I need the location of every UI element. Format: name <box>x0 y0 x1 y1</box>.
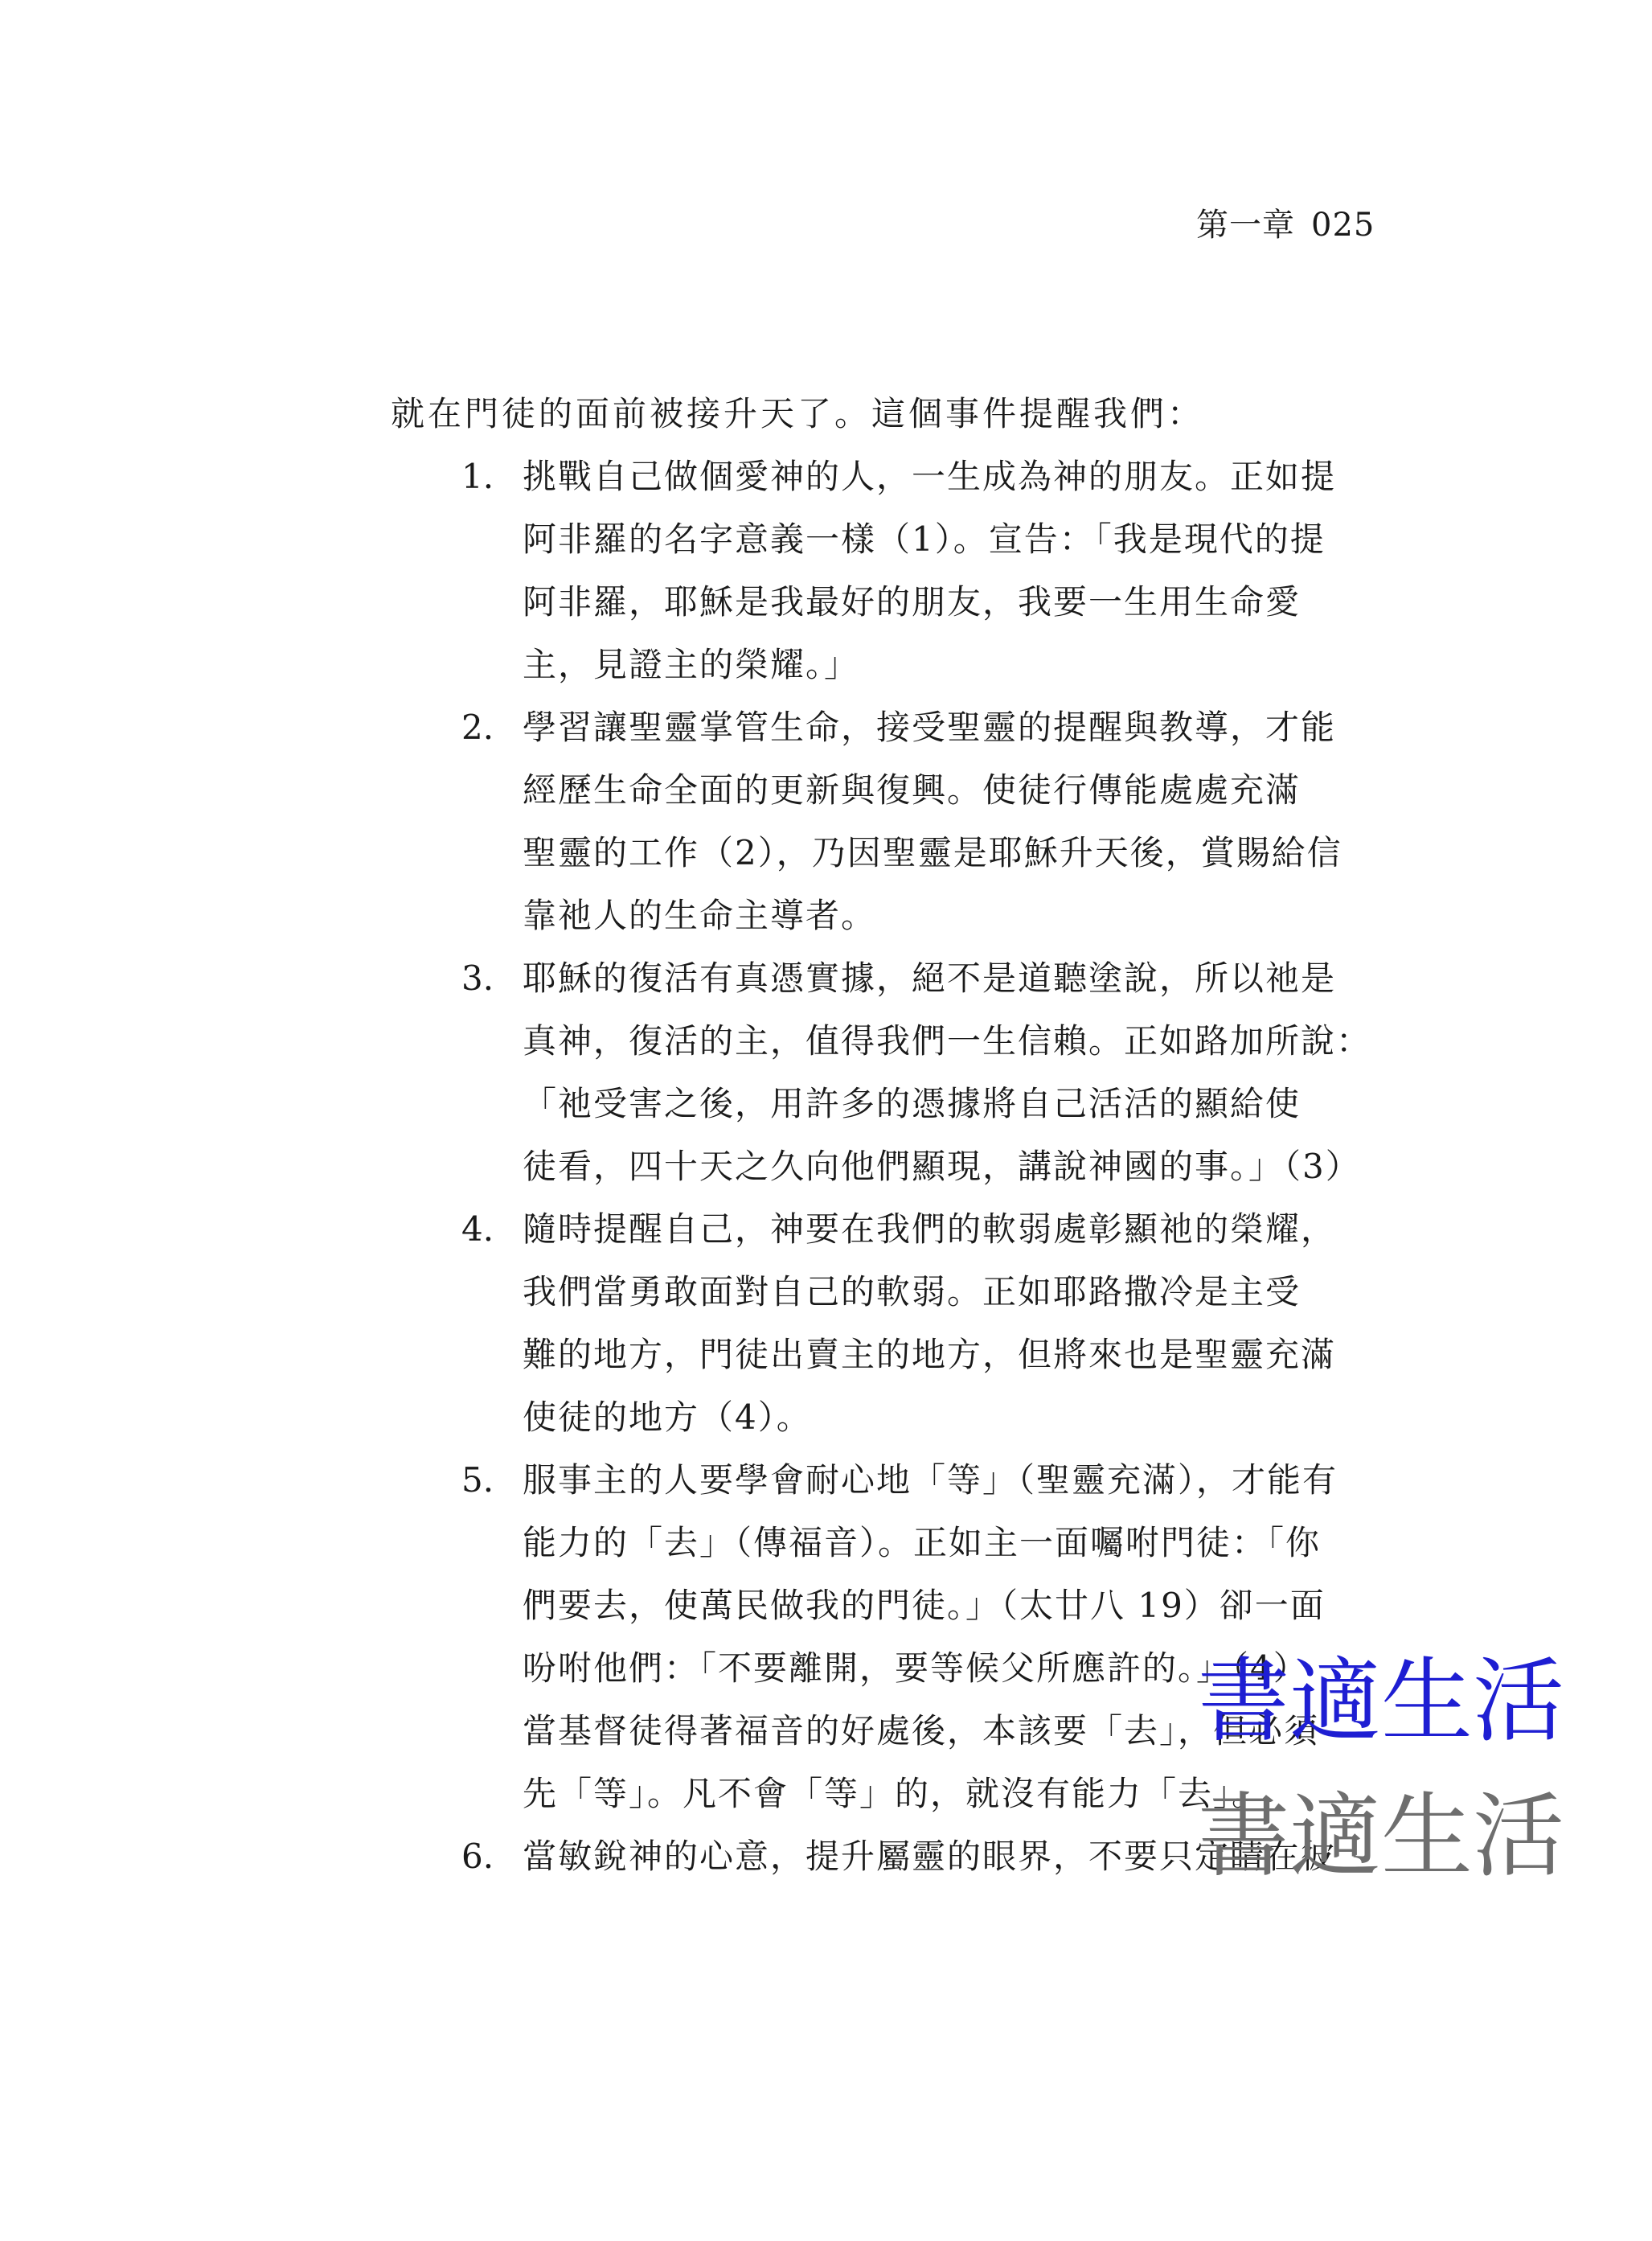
list-item-line: 阿非羅的名字意義一樣（1）。宣告：「我是現代的提 <box>523 519 1326 559</box>
list-item-line: 先「等」。凡不會「等」的，就沒有能力「去」。 <box>523 1774 1268 1813</box>
list-item <box>391 696 1379 947</box>
list-item <box>391 1198 1379 1449</box>
list-item-line: 服事主的人要學會耐心地「等」（聖靈充滿），才能有 <box>523 1460 1338 1500</box>
list-item <box>391 947 1379 1198</box>
list-item-line: 隨時提醒自己，神要在我們的軟弱處彰顯祂的榮耀， <box>523 1209 1337 1249</box>
watermark-secondary: 書適生活 <box>1198 1786 1565 1888</box>
list-item-line: 難的地方，門徒出賣主的地方，但將來也是聖靈充滿 <box>523 1335 1337 1374</box>
list-item-line: 靠祂人的生命主導者。 <box>523 896 877 935</box>
list-item-line: 阿非羅，耶穌是我最好的朋友，我要一生用生命愛 <box>523 582 1302 622</box>
list-item-line: 當基督徒得著福音的好處後，本該要「去」，但必須 <box>523 1711 1320 1751</box>
list-item-number: 3. <box>461 958 494 998</box>
list-item-number: 5. <box>461 1460 494 1500</box>
list-item-line: 耶穌的復活有真憑實據，絕不是道聽塗說，所以祂是 <box>523 958 1337 998</box>
list-item-line: 學習讓聖靈掌管生命，接受聖靈的提醒與教導，才能 <box>523 708 1337 747</box>
list-item-line: 「祂受害之後，用許多的憑據將自己活活的顯給使 <box>523 1084 1302 1123</box>
chapter-label: 第一章 <box>1196 207 1295 244</box>
list-item-number: 4. <box>461 1209 494 1249</box>
list-item <box>391 1449 1379 1825</box>
list-item-line: 主，見證主的榮耀。」 <box>523 645 860 684</box>
intro-paragraph: 就在門徒的面前被接升天了。這個事件提醒我們： <box>391 394 1205 433</box>
list-item-line: 挑戰自己做個愛神的人，一生成為神的朋友。正如提 <box>523 457 1337 496</box>
list-item-line: 吩咐他們：「不要離開，要等候父所應許的。」（4） <box>523 1648 1309 1688</box>
list-item-number: 2. <box>461 708 494 747</box>
list-item-line: 能力的「去」（傳福音）。正如主一面囑咐門徒：「你 <box>523 1523 1322 1562</box>
list-item-line: 經歷生命全面的更新與復興。使徒行傳能處處充滿 <box>523 770 1302 810</box>
list-item-line: 使徒的地方（4）。 <box>523 1398 812 1437</box>
list-item-line: 徒看，四十天之久向他們顯現，講說神國的事。」（3） <box>523 1147 1361 1186</box>
list-item-number: 6. <box>461 1837 494 1876</box>
list-item-line: 我們當勇敢面對自己的軟弱。正如耶路撒冷是主受 <box>523 1272 1302 1311</box>
list-item-line: 聖靈的工作（2），乃因聖靈是耶穌升天後，賞賜給信 <box>523 833 1343 872</box>
list-item-line: 們要去，使萬民做我的門徒。」（太廿八 19）卻一面 <box>523 1586 1326 1625</box>
page-number: 025 <box>1311 207 1375 244</box>
running-header <box>1196 199 1375 245</box>
list-item-number: 1. <box>461 457 494 496</box>
list-item-line: 當敏銳神的心意，提升屬靈的眼界，不要只定睛在彼 <box>523 1837 1337 1876</box>
list-item <box>391 445 1379 696</box>
watermark-primary: 書適生活 <box>1198 1651 1565 1753</box>
list-item-line: 真神，復活的主，值得我們一生信賴。正如路加所說： <box>523 1021 1372 1061</box>
